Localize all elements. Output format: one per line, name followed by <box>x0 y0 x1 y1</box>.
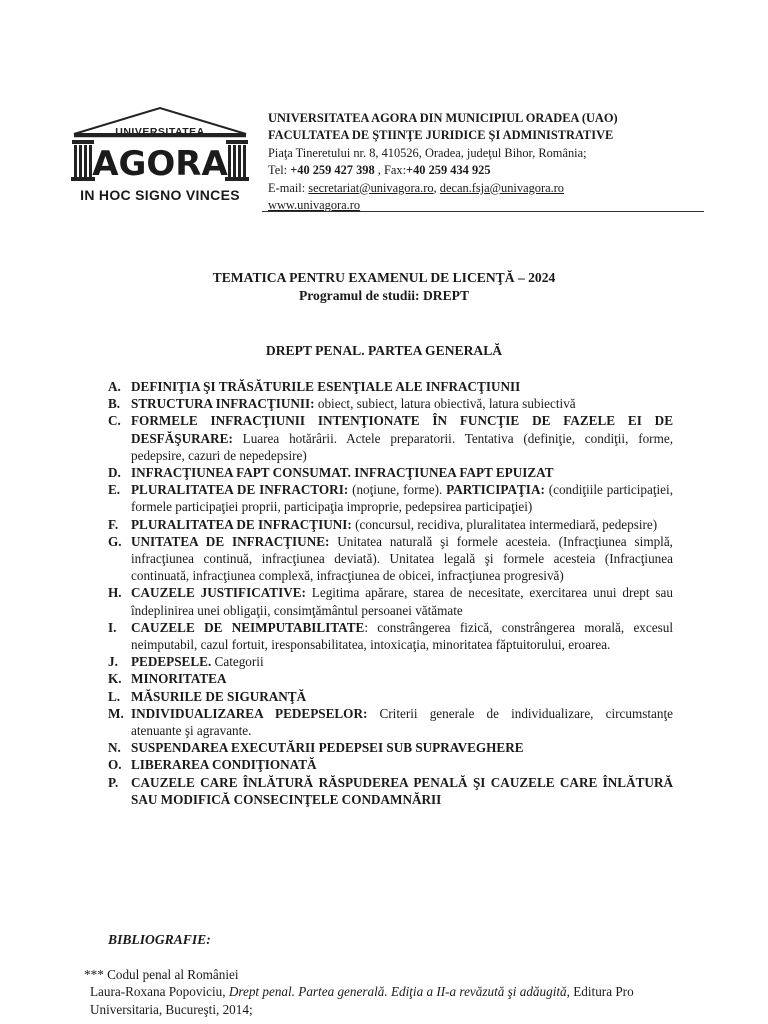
header-divider <box>262 211 704 212</box>
university-name: UNIVERSITATEA AGORA DIN MUNICIPIUL ORADEA (UAO) <box>268 111 618 125</box>
topic-item: K. MINORITATEA <box>108 671 227 687</box>
address: Piaţa Tineretului nr. 8, 410526, Oradea, judeţul Bihor, România; <box>268 145 587 160</box>
topic-item: H. CAUZELE JUSTIFICATIVE: Legitima apărare, starea de necesitate, exercitarea unui drept sau îndeplinirea unei obligaţii, consimţământul persoanei vătămate <box>108 585 673 618</box>
topic-item: J. PEDEPSELE. Categorii <box>108 654 264 670</box>
topic-item: C. FORMELE INFRACŢIUNII INTENŢIONATE ÎN FUNCŢIE DE FAZELE EI DE DESFĂŞURARE: Luarea hotărârii. Actele preparatorii. Tentativa (definiţie, condiţii, forme, pedepsire, cazuri de nepedepsire) <box>108 413 673 463</box>
logo-arc-text: UNIVERSITATEA <box>115 126 205 138</box>
topic-item: I. CAUZELE DE NEIMPUTABILITATE: constrângerea fizică, constrângerea morală, excesul neimputabil, cazul fortuit, iresponsabilitatea, intoxicaţia, minoritatea făptuitorului, eroarea. <box>108 619 674 653</box>
topic-item: N. SUSPENDAREA EXECUTĂRII PEDEPSEI SUB SUPRAVEGHERE <box>108 740 524 756</box>
faculty-name: FACULTATEA DE ŞTIINŢE JURIDICE ŞI ADMINISTRATIVE <box>268 128 614 143</box>
bibliography-item: *** Codul penal al României <box>84 967 239 982</box>
topic-item: G. UNITATEA DE INFRACŢIUNE: Unitatea naturală şi formele acesteia. (Infracţiunea simplă, infracţiunea continuă, infracţiunea deviată). Unitatea legală şi formele acesteia (Infracţiunea continuată, infracţiunea complexă, infracţiunea de obicei, infracţiunea progresivă) <box>108 533 673 584</box>
logo-word: AGORA <box>92 144 228 184</box>
email-link-decan[interactable]: decan.fsja@univagora.ro <box>439 180 565 195</box>
bibliography-item: Laura-Roxana Popoviciu, Drept penal. Partea generală. Ediţia a II-a revăzută şi adăugită, Editura Pro Universitaria, Bucureşti, 2014; <box>90 984 634 1017</box>
topic-item: D. INFRACŢIUNEA FAPT CONSUMAT. INFRACŢIUNEA FAPT EPUIZAT <box>108 465 554 481</box>
website-link[interactable]: www.univagora.ro <box>268 198 361 213</box>
topics-list <box>108 378 673 808</box>
contact-email: E-mail: secretariat@univagora.ro, decan.fsja@univagora.ro <box>268 180 565 195</box>
email-link-secretariat[interactable]: secretariat@univagora.ro <box>308 180 434 195</box>
fax-number: +40 259 434 925 <box>406 163 491 178</box>
topic-item: O. LIBERAREA CONDIŢIONATĂ <box>108 757 317 773</box>
university-logo <box>68 104 252 212</box>
topic-item: E. PLURALITATEA DE INFRACTORI: (noţiune, forme). PARTICIPAŢIA: (condiţiile participaţiei, formele participaţiei proprii, participaţia improprie, pedepsirea participaţiei) <box>108 482 674 515</box>
bibliography-title: BIBLIOGRAFIE: <box>108 932 211 947</box>
topic-item: P. CAUZELE CARE ÎNLĂTURĂ RĂSPUDEREA PENALĂ ŞI CAUZELE CARE ÎNLĂTURĂ SAU MODIFICĂ CONSECINŢELE CONDAMNĂRII <box>108 774 673 807</box>
section-title: DREPT PENAL. PARTEA GENERALĂ <box>265 343 503 358</box>
contact-phone: Tel: +40 259 427 398 , Fax:+40 259 434 925 <box>268 163 491 178</box>
bibliography-list <box>84 966 674 1018</box>
topic-item: M. INDIVIDUALIZAREA PEDEPSELOR: Criterii generale de individualizare, circumstanţe atenuante şi agravante. <box>108 705 673 739</box>
topic-item: B. STRUCTURA INFRACŢIUNII: obiect, subiect, latura obiectivă, latura subiectivă <box>108 396 576 412</box>
topic-item: L. MĂSURILE DE SIGURANŢĂ <box>108 688 307 704</box>
topic-item: A. DEFINIŢIA ŞI TRĂSĂTURILE ESENŢIALE ALE INFRACŢIUNII <box>108 379 521 394</box>
topic-item: F. PLURALITATEA DE INFRACŢIUNI: (concursul, recidiva, pluralitatea intermediară, pedepsire) <box>108 516 658 532</box>
logo-motto: IN HOC SIGNO VINCES <box>80 187 240 203</box>
phone-number: +40 259 427 398 <box>290 163 375 178</box>
document-title: TEMATICA PENTRU EXAMENUL DE LICENŢĂ – 2024 <box>212 270 556 285</box>
university-info <box>268 110 688 214</box>
program-title: Programul de studii: DREPT <box>298 288 470 303</box>
